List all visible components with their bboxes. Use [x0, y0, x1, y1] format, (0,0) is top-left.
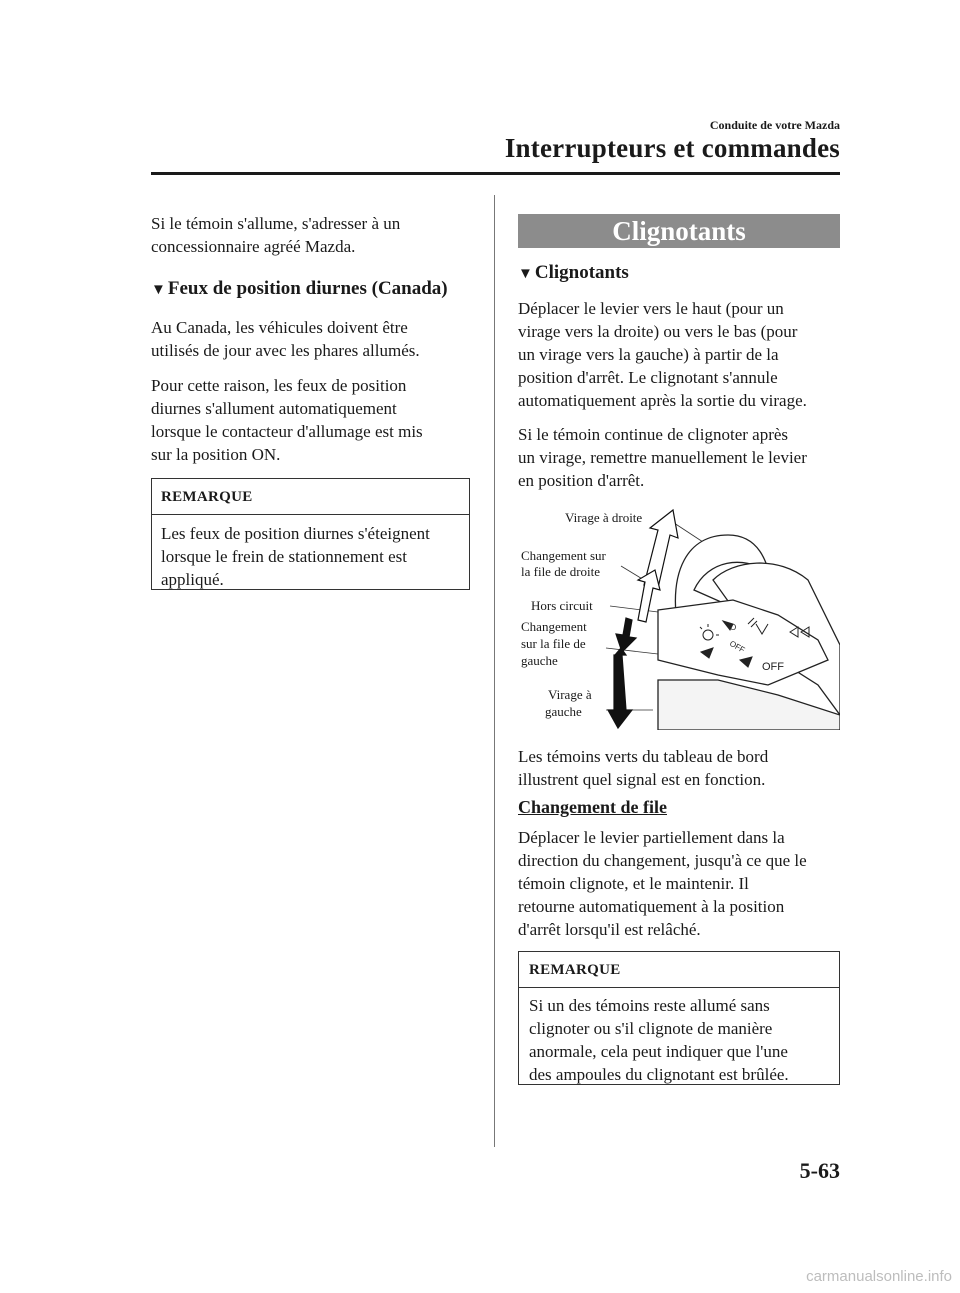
turn-signal-lever-figure — [518, 500, 840, 730]
right-paragraph-1 — [518, 297, 807, 412]
left-paragraph-1 — [151, 316, 420, 362]
lever-body — [658, 535, 840, 730]
triangle-marker-icon: ▼ — [518, 266, 533, 282]
heading-turn-signals — [518, 262, 629, 284]
note-box-left — [151, 478, 470, 590]
heading-text: Clignotants — [534, 262, 629, 283]
text-line: Si le témoin s'allume, s'adresser à un — [151, 214, 401, 233]
text-line: clignoter ou s'il clignote de manière — [529, 1019, 773, 1038]
text-line: illustrent quel signal est en fonction. — [518, 770, 766, 789]
label-virage-droite: Virage à droite — [565, 510, 643, 525]
text-line: des ampoules du clignotant est brûlée. — [529, 1065, 789, 1084]
text-line: automatiquement après la sortie du virage. — [518, 391, 807, 410]
note-body — [161, 522, 430, 591]
text-line: Au Canada, les véhicules doivent être — [151, 318, 408, 337]
text-line: diurnes s'allument automatiquement — [151, 399, 397, 418]
switch-off-label-1: OFF — [728, 638, 747, 655]
text-line: Les témoins verts du tableau de bord — [518, 747, 769, 766]
right-paragraph-4 — [518, 826, 807, 941]
left-paragraph-2 — [151, 374, 423, 466]
column-divider — [494, 195, 495, 1147]
label-changement-gauche-1: Changement — [521, 619, 587, 634]
subheading-changement-de-file: Changement de file — [518, 797, 667, 817]
watermark: carmanualsonline.info — [806, 1268, 952, 1285]
text-line: un virage vers la gauche) à partir de la — [518, 345, 779, 364]
text-line: virage vers la droite) ou vers le bas (pour — [518, 322, 798, 341]
switch-off-label-2: OFF — [762, 661, 784, 673]
note-title: REMARQUE — [161, 489, 253, 505]
text-line: lorsque le frein de stationnement est — [161, 547, 407, 566]
text-line: Si le témoin continue de clignoter après — [518, 425, 789, 444]
text-line: sur la position ON. — [151, 445, 281, 464]
label-hors-circuit: Hors circuit — [531, 598, 593, 613]
text-line: d'arrêt lorsqu'il est relâché. — [518, 920, 701, 939]
header-rule — [151, 172, 840, 175]
note-box-right — [518, 951, 840, 1085]
right-paragraph-2 — [518, 423, 807, 492]
section-banner-clignotants: Clignotants — [518, 214, 840, 248]
right-paragraph-3 — [518, 745, 768, 791]
label-changement-gauche-2: sur la file de — [521, 636, 586, 651]
text-line: Pour cette raison, les feux de position — [151, 376, 407, 395]
text-line: concessionnaire agréé Mazda. — [151, 237, 356, 256]
text-line: en position d'arrêt. — [518, 471, 645, 490]
label-virage-gauche-1: Virage à — [548, 687, 592, 702]
text-line: Déplacer le levier partiellement dans la — [518, 828, 785, 847]
lever-illustration — [518, 500, 840, 730]
text-line: position d'arrêt. Le clignotant s'annule — [518, 368, 778, 387]
text-line: Les feux de position diurnes s'éteignent — [161, 524, 430, 543]
text-line: Si un des témoins reste allumé sans — [529, 996, 770, 1015]
heading-text: Feux de position diurnes (Canada) — [167, 278, 448, 299]
text-line: Déplacer le levier vers le haut (pour un — [518, 299, 784, 318]
left-intro-paragraph — [151, 212, 400, 258]
text-line: lorsque le contacteur d'allumage est mis — [151, 422, 423, 441]
page-number: 5-63 — [799, 1158, 840, 1183]
text-line: un virage, remettre manuellement le levier — [518, 448, 807, 467]
label-virage-gauche-2: gauche — [545, 704, 582, 719]
text-line: appliqué. — [161, 570, 224, 589]
note-divider — [152, 514, 469, 515]
note-divider — [519, 987, 839, 988]
text-line: anormale, cela peut indiquer que l'une — [529, 1042, 788, 1061]
section-title: Conduite de votre Mazda — [709, 118, 840, 132]
heading-daytime-running-lights — [151, 278, 448, 300]
label-changement-droite-2: la file de droite — [521, 564, 601, 579]
switch-o-label: O — [730, 623, 737, 632]
label-changement-droite-1: Changement sur — [521, 548, 606, 563]
text-line: retourne automatiquement à la position — [518, 897, 785, 916]
text-line: utilisés de jour avec les phares allumés. — [151, 341, 420, 360]
text-line: témoin clignote, et le maintenir. Il — [518, 874, 749, 893]
text-line: direction du changement, jusqu'à ce que le — [518, 851, 807, 870]
note-body — [529, 994, 789, 1086]
note-title: REMARQUE — [529, 962, 621, 978]
page-title: Interrupteurs et commandes — [504, 133, 840, 163]
label-changement-gauche-3: gauche — [521, 653, 558, 668]
triangle-marker-icon: ▼ — [151, 282, 166, 298]
